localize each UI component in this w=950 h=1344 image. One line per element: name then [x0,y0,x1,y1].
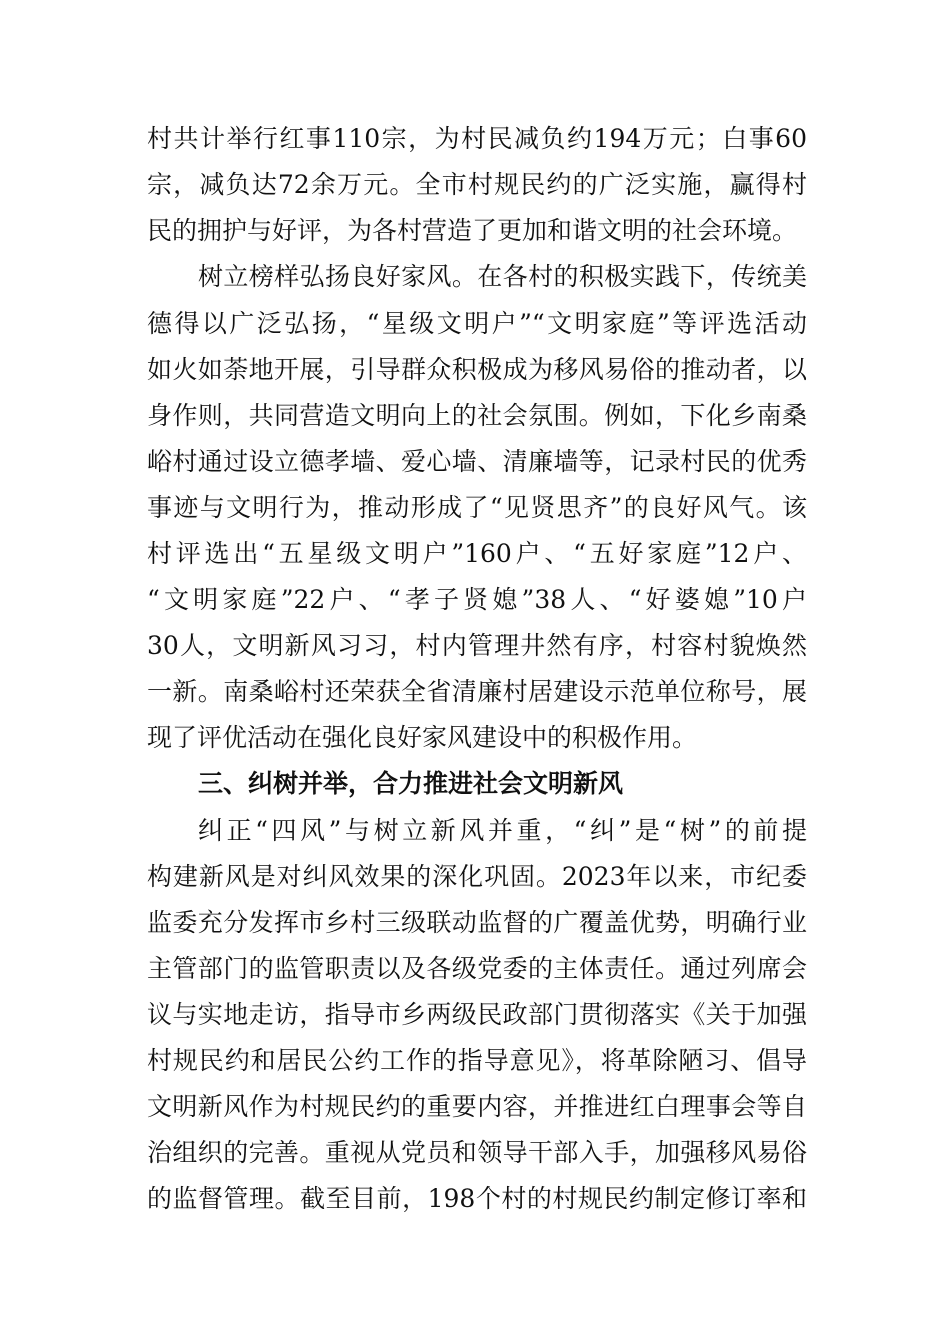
body-text-line: 纠正“四风”与树立新风并重，“纠”是“树”的前提 [198,816,807,845]
body-text-line: 事迹与文明行为，推动形成了“见贤思齐”的良好风气。该 [147,493,807,522]
body-text-line: 村评选出“五星级文明户”160户、“五好家庭”12户、 [147,539,807,568]
body-text-line: 峪村通过设立德孝墙、爱心墙、清廉墙等，记录村民的优秀 [147,447,807,476]
body-text-line: 30人，文明新风习习，村内管理井然有序，村容村貌焕然 [147,631,807,660]
body-text-line: 如火如荼地开展，引导群众积极成为移风易俗的推动者，以 [147,355,807,384]
body-text-line: 宗，减负达72余万元。全市村规民约的广泛实施，赢得村 [147,170,807,199]
body-text-line: 现了评优活动在强化良好家风建设中的积极作用。 [147,723,698,752]
body-text-line: 德得以广泛弘扬，“星级文明户”“文明家庭”等评选活动 [147,309,807,338]
body-text-line: 构建新风是对纠风效果的深化巩固。2023年以来，市纪委 [147,862,807,891]
body-text-line: 的监督管理。截至目前，198个村的村规民约制定修订率和 [147,1184,807,1213]
body-text-line: 树立榜样弘扬良好家风。在各村的积极实践下，传统美 [198,262,807,291]
body-text-line: 身作则，共同营造文明向上的社会氛围。例如，下化乡南桑 [147,401,807,430]
body-text-line: 一新。南桑峪村还荣获全省清廉村居建设示范单位称号，展 [147,677,807,706]
body-text-line: 议与实地走访，指导市乡两级民政部门贯彻落实《关于加强 [147,1000,807,1029]
body-text-line: 监委充分发挥市乡村三级联动监督的广覆盖优势，明确行业 [147,908,807,937]
section-heading: 三、纠树并举，合力推进社会文明新风 [198,769,624,798]
body-text-line: 村共计举行红事110宗，为村民减负约194万元；白事60 [147,124,807,153]
body-text-line: 主管部门的监管职责以及各级党委的主体责任。通过列席会 [147,954,807,983]
body-text-line: 村规民约和居民公约工作的指导意见》，将革除陋习、倡导 [147,1046,807,1075]
body-text-line: 文明新风作为村规民约的重要内容，并推进红白理事会等自 [147,1092,807,1121]
body-text-line: 民的拥护与好评，为各村营造了更加和谐文明的社会环境。 [147,216,798,245]
body-text-line: 治组织的完善。重视从党员和领导干部入手，加强移风易俗 [147,1138,807,1167]
body-text-line: “文明家庭”22户、“孝子贤媳”38人、“好婆媳”10户 [147,585,807,614]
